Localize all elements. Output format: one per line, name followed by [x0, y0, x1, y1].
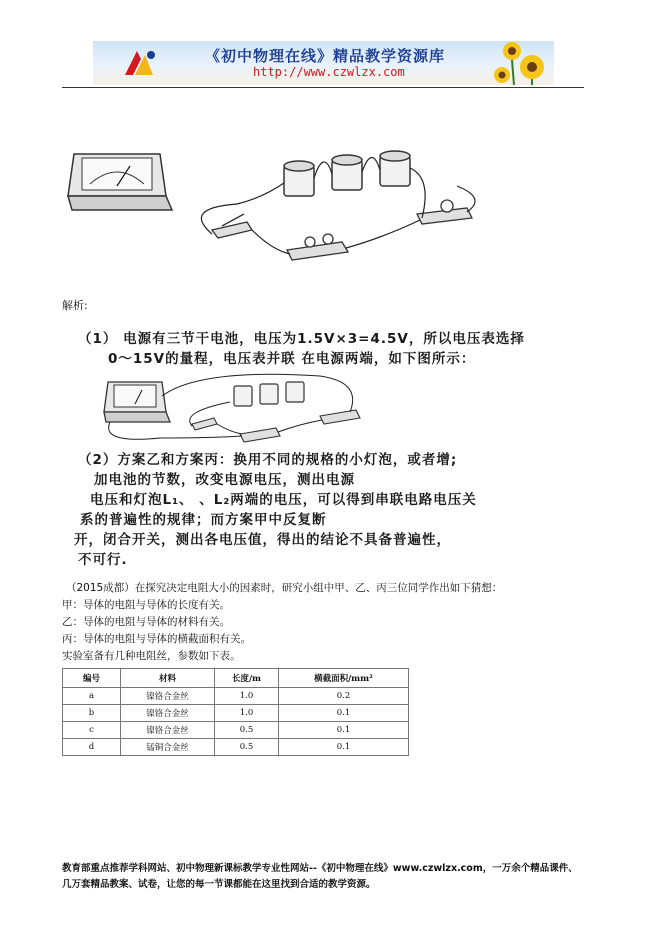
answer-line-7: 开，闭合开关，测出各电压值，得出的结论不具备普遍性，	[74, 532, 451, 548]
table-cell: 1.0	[215, 688, 279, 705]
table-row	[63, 739, 409, 756]
table-cell: 镍铬合金丝	[121, 722, 215, 739]
header-rule	[62, 87, 584, 88]
voltmeter-icon	[104, 382, 170, 422]
table-cell: a	[63, 688, 121, 705]
table-cell: 0.1	[279, 705, 409, 722]
answer-line-3: （2）方案乙和方案丙：换用不同的规格的小灯泡，或者增;	[78, 452, 458, 468]
table-cell: 0.2	[279, 688, 409, 705]
table-header-row	[63, 669, 409, 688]
table-cell: 0.5	[215, 722, 279, 739]
answer-line-5: 电压和灯泡L₁、 、L₂两端的电压，可以得到串联电路电压关	[90, 492, 477, 508]
site-logo-icon	[121, 47, 157, 79]
circuit-figure-original	[62, 138, 502, 268]
table-cell: 0.1	[279, 739, 409, 756]
lamp-icon	[287, 200, 472, 260]
answer-line-2: 0～15V的量程，电压表并联 在电源两端，如下图所示：	[108, 351, 476, 367]
table-row	[63, 705, 409, 722]
site-url[interactable]: http://www.czwlzx.com	[253, 65, 405, 79]
table-cell: 0.1	[279, 722, 409, 739]
lamp-icon	[240, 410, 360, 442]
table-cell: 1.0	[215, 705, 279, 722]
table-cell: 镍铬合金丝	[121, 705, 215, 722]
resistance-wire-table	[62, 668, 409, 756]
header-cell: 长度/m	[215, 669, 279, 688]
answer-line-1: （1） 电源有三节干电池，电压为1.5V×3=4.5V，所以电压表选择	[78, 331, 525, 347]
battery-icon	[234, 382, 304, 406]
battery-icon	[284, 151, 410, 196]
voltmeter-icon	[68, 154, 172, 210]
site-title: 《初中物理在线》精品教学资源库	[205, 47, 446, 65]
header-cell: 编号	[63, 669, 121, 688]
table-row	[63, 722, 409, 739]
sunflower-icon	[488, 41, 548, 85]
header-cell: 材料	[121, 669, 215, 688]
table-row	[63, 688, 409, 705]
analysis-label: 解析:	[62, 299, 88, 312]
switch-icon	[192, 418, 217, 430]
header-cell: 横截面积/mm²	[279, 669, 409, 688]
switch-icon	[212, 214, 252, 238]
answer-line-6: 系的普遍性的规律；而方案甲中反复断	[80, 512, 327, 528]
footer-line-1: 教育部重点推荐学科网站、初中物理新课标教学专业性网站--《初中物理在线》www.czwlzx.com，一万余个精品课件、	[62, 863, 578, 874]
answer-line-4: 加电池的节数，改变电源电压，测出电源	[94, 472, 355, 488]
table-cell: b	[63, 705, 121, 722]
table-cell: 镍铬合金丝	[121, 688, 215, 705]
table-cell: d	[63, 739, 121, 756]
problem-intro: （2015成都）在探究决定电阻大小的因素时，研究小组中甲、乙、丙三位同学作出如下猜想：	[66, 582, 503, 594]
table-cell: 锰铜合金丝	[121, 739, 215, 756]
footer-line-2: 几万套精品教案、试卷，让您的每一节课都能在这里找到合适的教学资源。	[62, 879, 376, 890]
guess-bing: 丙：导体的电阻与导体的横截面积有关。	[62, 633, 251, 645]
page-footer	[62, 861, 602, 893]
table-cell: 0.5	[215, 739, 279, 756]
table-intro: 实验室备有几种电阻丝，参数如下表。	[62, 650, 241, 662]
table-cell: c	[63, 722, 121, 739]
answer-line-8: 不可行.	[78, 552, 128, 568]
circuit-figure-answer	[100, 372, 380, 444]
header-banner	[93, 41, 554, 85]
guess-jia: 甲：导体的电阻与导体的长度有关。	[62, 599, 230, 611]
guess-yi: 乙：导体的电阻与导体的材料有关。	[62, 616, 230, 628]
